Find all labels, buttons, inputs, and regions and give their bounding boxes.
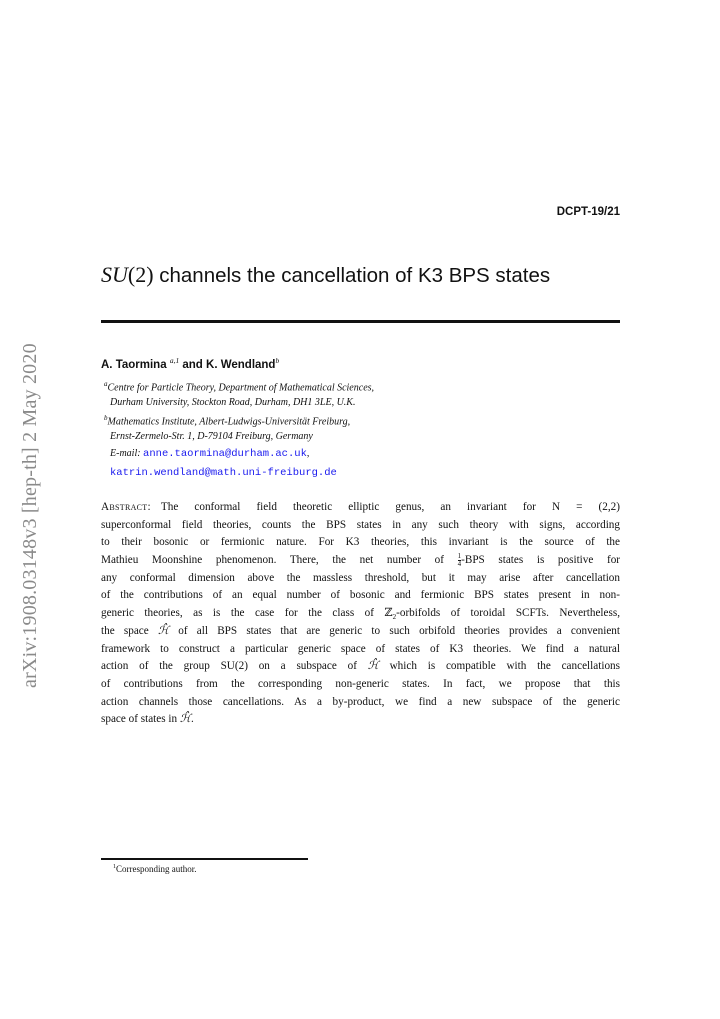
h-hat-symbol: ℋ̂ [157,624,170,637]
abstract-label: Abstract: [101,501,151,513]
author-name: K. Wendland [206,358,276,371]
abstract-line: generic theories, as is the case for the class of ℤ$_2$-orbifolds of toroidal SCFTs. Nevertheless, [101,607,621,622]
fraction-one-quarter: $\frac{1}{4}$ [457,551,462,568]
footnote-text: Corresponding author. [116,864,197,874]
author-list [101,356,279,371]
abstract-line: framework to construct a particular generic space of states of K3 theories. We find a natural [101,642,620,655]
affiliation-b-line1: $^b$Mathematics Institute, Albert-Ludwigs-Universität Freiburg, [104,414,351,428]
abstract-line: action of the group SU(2) on a subspace of ℋ̂ which is compatible with the cancellations [101,660,620,673]
arxiv-side-stamp: arXiv:1908.03148v3 [hep-th] 2 May 2020 [19,343,41,688]
footnote [113,864,197,874]
abstract-line: superconformal field theories, counts the BPS states in any such theory with signs, according [101,518,620,531]
footnote-rule [101,858,308,860]
email-label: E-mail: [110,448,144,459]
title-math-su: SU [101,262,128,287]
author-conjunction: and [179,358,207,371]
author-affiliation-mark: b [275,356,280,365]
h-hat-symbol: ℋ̂ [367,660,379,673]
title-text: channels the cancellation of K3 BPS states [153,264,551,287]
author-name: A. Taormina [101,358,167,371]
abstract-line: to their bosonic or fermionic nature. For K3 theories, this invariant is the source of the [101,536,620,549]
email-link-wendland[interactable]: katrin.wendland@math.uni-freiburg.de [110,467,337,479]
footnote-mark: 1 [113,864,116,870]
title-rule [101,320,620,323]
abstract-line: action channels those cancellations. As a by-product, we find a new subspace of the generic [101,695,620,708]
abstract-line: Abstract: The conformal field theoretic elliptic genus, an invariant for N = (2,2) [101,501,620,513]
h-hat-symbol: ℋ̂ [179,713,191,726]
abstract-line: of the contributions of an equal number of bosonic and fermionic BPS states present in non- [101,589,620,602]
title-math-arg: (2) [127,262,154,287]
affiliation-b-line2: Ernst-Zermelo-Str. 1, D-79104 Freiburg, Germany [110,431,313,442]
abstract [101,499,620,729]
abstract-line: space of states in ℋ̂. [101,713,194,726]
email-link-taormina[interactable]: anne.taormina@durham.ac.uk [143,448,307,460]
abstract-line: Mathieu Moonshine phenomenon. There, the net number of $\frac{1}{4}$ -BPS states is positive for [101,551,621,568]
preprint-number: DCPT-19/21 [556,206,620,218]
affiliation-a-line2: Durham University, Stockton Road, Durham, DH1 3LE, U.K. [110,397,356,408]
abstract-line: of contributions from the corresponding non-generic states. In fact, we propose that this [101,677,620,690]
abstract-line: the space ℋ̂ of all BPS states that are generic to such orbifold theories provides a convenient [101,624,621,637]
email-line: E-mail: anne.taormina@durham.ac.uk, [110,448,310,460]
title-math [101,262,154,287]
affiliation-a-line1: $^a$Centre for Particle Theory, Department of Mathematical Sciences, [104,380,375,394]
author-affiliation-mark: a,1 [169,356,180,365]
abstract-line: any conformal dimension above the massless threshold, but it may arise after cancellation [101,571,620,584]
paper-title [101,262,550,288]
